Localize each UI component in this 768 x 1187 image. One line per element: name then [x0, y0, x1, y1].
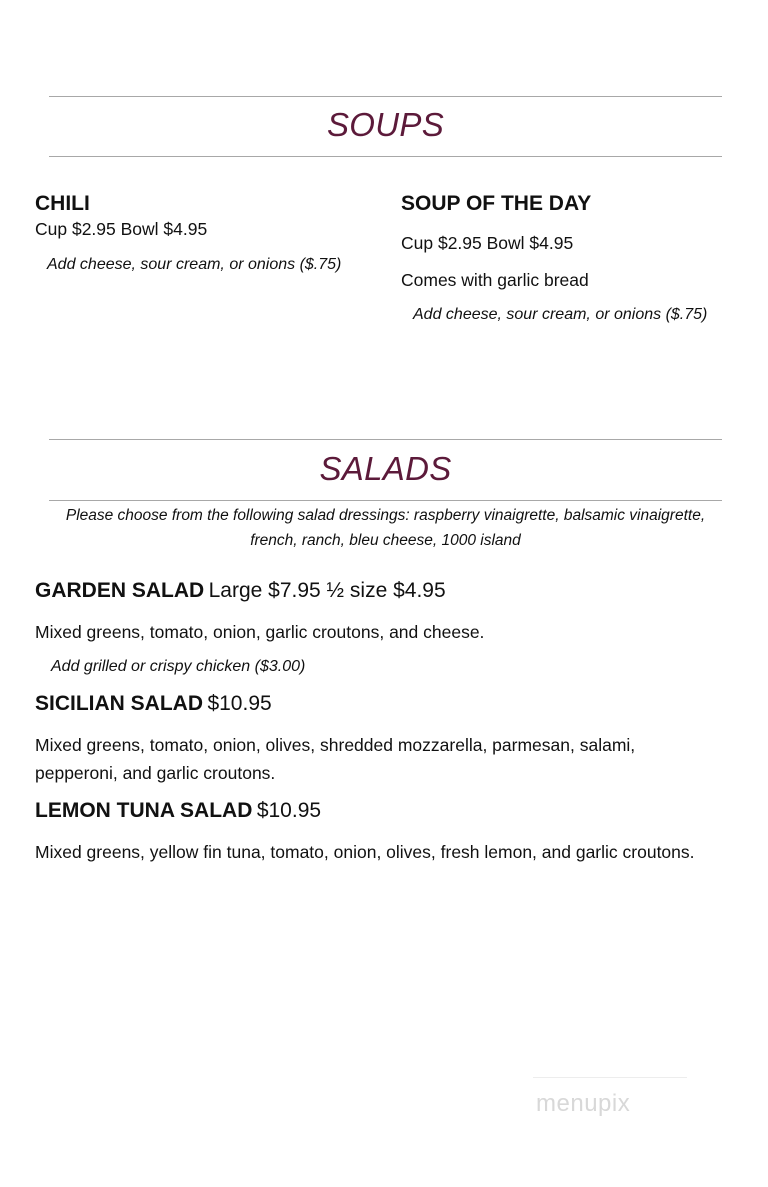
salads-top-divider: [49, 439, 722, 440]
sicilian-salad-desc-1: Mixed greens, tomato, onion, olives, shredded mozzarella, parmesan, salami,: [35, 735, 636, 755]
garden-salad-note: Add grilled or crispy chicken ($3.00): [51, 658, 306, 675]
watermark-logo: menupix: [536, 1090, 631, 1117]
lemon-tuna-salad-price: $10.95: [256, 799, 322, 822]
chili-note: Add cheese, sour cream, or onions ($.75): [47, 256, 342, 273]
soup-of-day-price: Cup $2.95 Bowl $4.95: [401, 233, 574, 253]
garden-salad-price: Large $7.95 ½ size $4.95: [208, 579, 446, 602]
dressing-info: [49, 503, 722, 553]
soups-bottom-divider: [49, 156, 722, 157]
sicilian-salad-name: SICILIAN SALAD: [35, 692, 203, 715]
dressing-line-1: Please choose from the following salad dressings: raspberry vinaigrette, balsamic vinaigrette,: [65, 507, 706, 524]
garden-salad-name: GARDEN SALAD: [35, 579, 205, 602]
garden-salad-header: [35, 579, 446, 603]
chili-name: CHILI: [35, 192, 90, 215]
salads-bottom-divider: [49, 500, 722, 501]
soup-of-day-desc: Comes with garlic bread: [401, 270, 589, 290]
salads-heading: SALADS: [319, 450, 452, 487]
garden-salad-desc: Mixed greens, tomato, onion, garlic croutons, and cheese.: [35, 622, 485, 642]
sicilian-salad-header: [35, 692, 272, 716]
soup-of-day-name: SOUP OF THE DAY: [401, 192, 592, 215]
soups-top-divider: [49, 96, 722, 97]
lemon-tuna-salad-desc: Mixed greens, yellow fin tuna, tomato, onion, olives, fresh lemon, and garlic croutons.: [35, 842, 695, 862]
sicilian-salad-desc-2: pepperoni, and garlic croutons.: [35, 763, 276, 783]
lemon-tuna-salad-header: [35, 799, 321, 823]
soup-of-day-note: Add cheese, sour cream, or onions ($.75): [413, 306, 708, 323]
lemon-tuna-salad-name: LEMON TUNA SALAD: [35, 799, 253, 822]
chili-price: Cup $2.95 Bowl $4.95: [35, 219, 208, 239]
watermark-line: [533, 1077, 687, 1078]
dressing-line-2: french, ranch, bleu cheese, 1000 island: [250, 532, 521, 549]
soups-heading: SOUPS: [326, 106, 445, 143]
sicilian-salad-price: $10.95: [207, 692, 272, 715]
